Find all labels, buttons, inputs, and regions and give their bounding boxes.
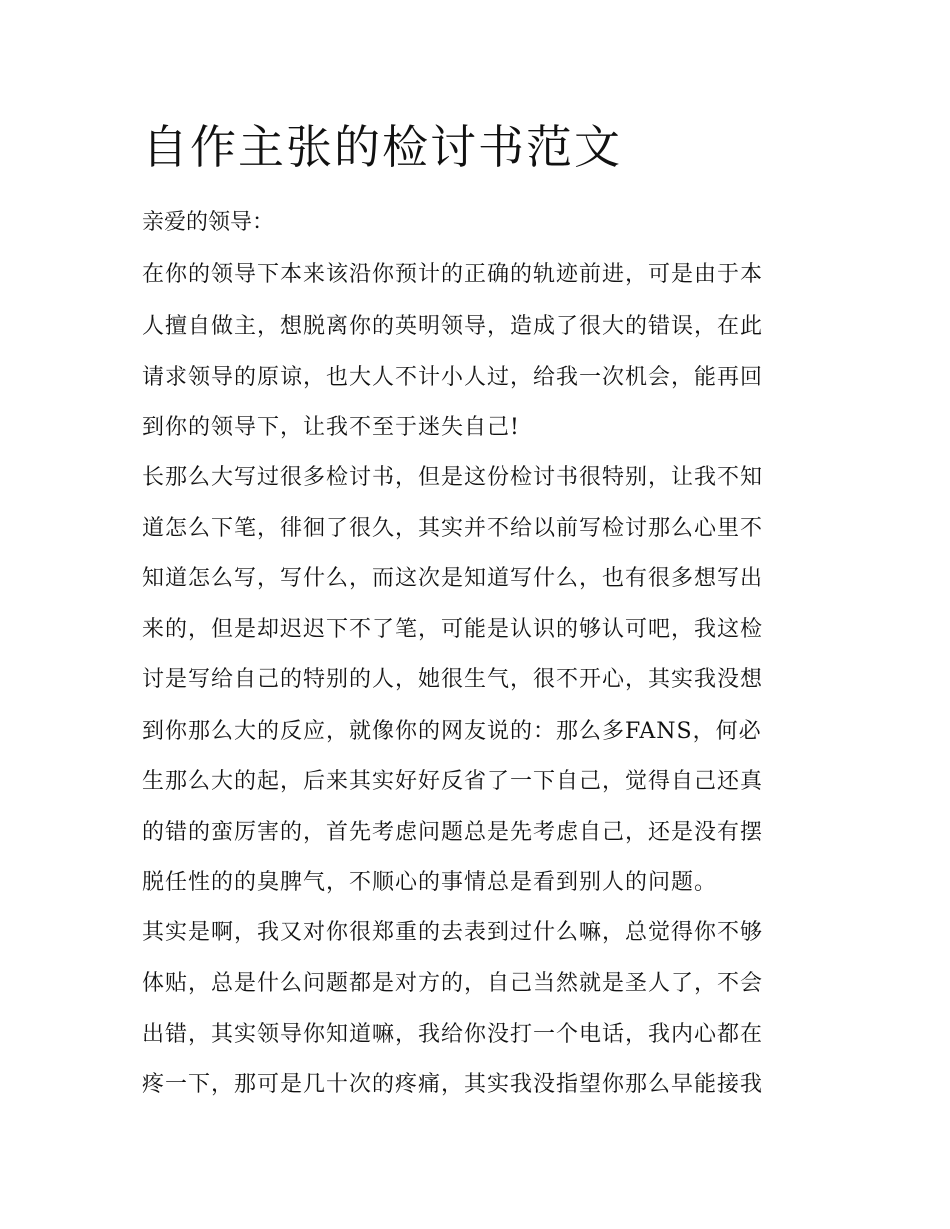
body-line: 的错的蛮厉害的，首先考虑问题总是先考虑自己，还是没有摆	[142, 820, 764, 845]
body-line: 脱任性的的臭脾气，不顺心的事情总是看到别人的问题。	[142, 870, 718, 895]
body-line: 疼一下，那可是几十次的疼痛，其实我没指望你那么早能接我	[142, 1072, 764, 1097]
body-line: 道怎么下笔，徘徊了很久，其实并不给以前写检讨那么心里不	[142, 516, 764, 541]
body-line: 到你的领导下，让我不至于迷失自己!	[142, 415, 520, 440]
body-line: 人擅自做主，想脱离你的英明领导，造成了很大的错误，在此	[142, 314, 764, 339]
body-line: 长那么大写过很多检讨书，但是这份检讨书很特别，让我不知	[142, 465, 764, 490]
body-line: 来的，但是却迟迟下不了笔，可能是认识的够认可吧，我这检	[142, 617, 764, 642]
body-line: 出错，其实领导你知道嘛，我给你没打一个电话，我内心都在	[142, 1022, 764, 1047]
body-line: 讨是写给自己的特别的人，她很生气，很不开心，其实我没想	[142, 667, 764, 692]
body-line: 在你的领导下本来该沿你预计的正确的轨迹前进，可是由于本	[142, 262, 764, 287]
body-line: 到你那么大的反应，就像你的网友说的：那么多FANS，何必	[142, 719, 762, 744]
document-title: 自作主张的检讨书范文	[142, 120, 622, 174]
body-line: 请求领导的原谅，也大人不计小人过，给我一次机会，能再回	[142, 365, 764, 390]
body-line: 其实是啊，我又对你很郑重的去表到过什么嘛，总觉得你不够	[142, 920, 764, 945]
salutation: 亲爱的领导：	[142, 210, 275, 235]
body-line: 体贴，总是什么问题都是对方的，自己当然就是圣人了，不会	[142, 971, 764, 996]
body-line: 生那么大的起，后来其实好好反省了一下自己，觉得自己还真	[142, 769, 764, 794]
body-line: 知道怎么写，写什么，而这次是知道写什么，也有很多想写出	[142, 566, 764, 591]
